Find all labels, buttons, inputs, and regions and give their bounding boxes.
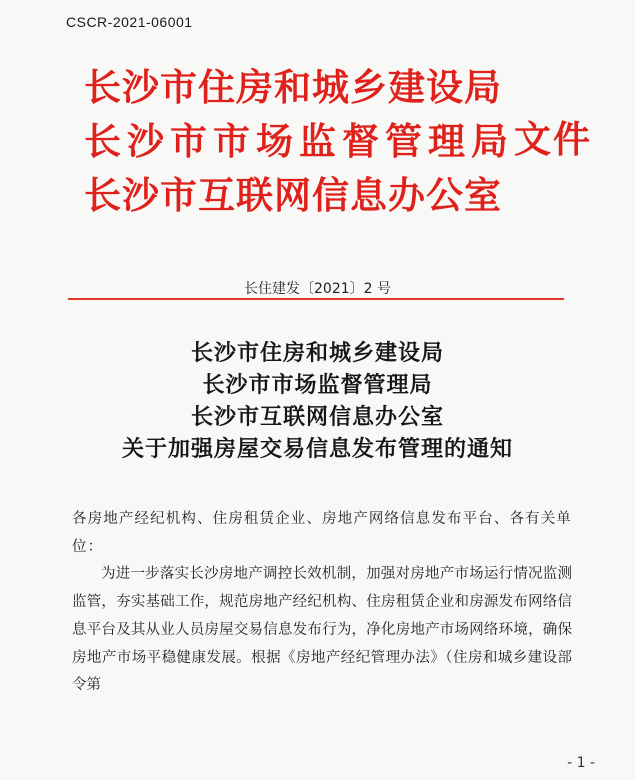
red-header [84,66,604,226]
title-line: 长沙市市场监督管理局 [202,373,433,398]
document-code: CSCR-2021-06001 [66,14,193,30]
header-agency-internet: 长沙市互联网信息办公室 [84,174,502,217]
red-divider [68,298,564,300]
notice-title [0,338,635,466]
addressee: 各房地产经纪机构、住房租赁企业、房地产网络信息发布平台、各有关单位： [72,511,572,555]
page-number: - 1 - [567,755,595,771]
body-paragraph: 为进一步落实长沙房地产调控长效机制，加强对房地产市场运行情况监测监管，夯实基础工作，规范房地产经纪机构、住房租赁企业和房源发布网络信息平台及其从业人员房屋交易信息发布行为，净化房地产市场网络环境，确保房地产市场平稳健康发展。根据《房地产经纪管理办法》（住房和城乡建设部令第 [72,566,572,694]
header-doc-type: 文件 [514,118,592,161]
document-number: 长住建发〔2021〕2 号 [244,281,391,297]
title-line: 长沙市住房和城乡建设局 [190,341,444,366]
title-line: 长沙市互联网信息办公室 [190,405,444,430]
header-agency-market: 长沙市市场监督管理局 [84,120,514,163]
title-line: 关于加强房屋交易信息发布管理的通知 [121,437,513,462]
notice-body [72,506,572,700]
header-agency-housing: 长沙市住房和城乡建设局 [84,66,502,109]
